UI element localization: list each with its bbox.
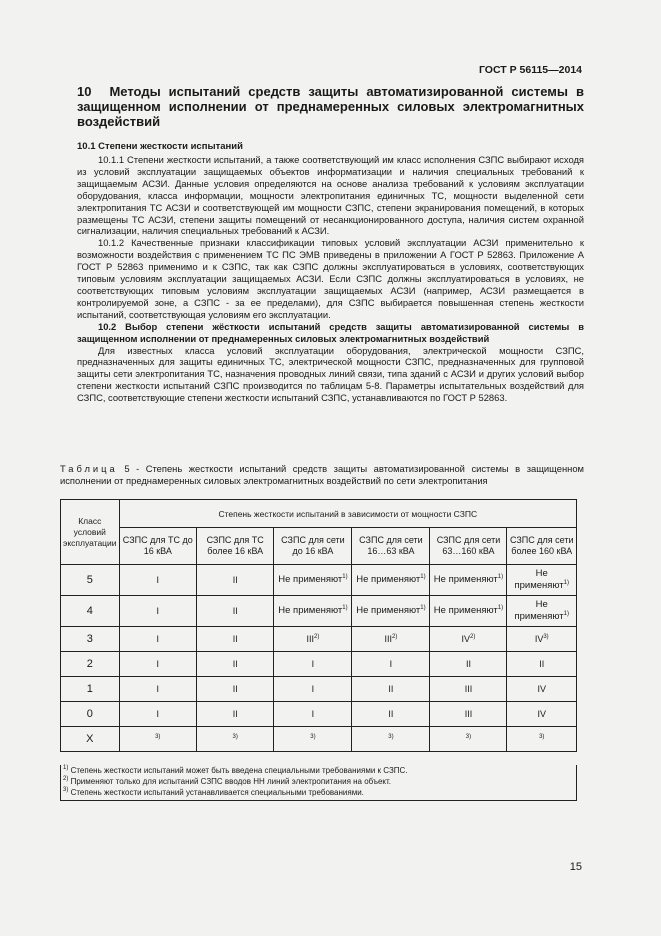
table-cell: [352, 596, 430, 627]
section-title: [77, 84, 584, 129]
table-cell: [352, 727, 430, 752]
table-cell: [430, 565, 507, 596]
cell-value: III: [384, 634, 393, 644]
page-number: 15: [569, 861, 582, 873]
not-applicable-text: Не применяют: [514, 599, 564, 622]
table-cell: [274, 596, 352, 627]
footnote-mark: 3): [543, 634, 549, 640]
footnote-mark: 1): [63, 765, 69, 771]
table-cell: [119, 727, 196, 752]
table-cell: [430, 596, 507, 627]
not-applicable-text: Не применяют: [278, 574, 343, 585]
table-cell: I: [119, 565, 196, 596]
table-cell: [352, 627, 430, 652]
table-cell: [507, 627, 577, 652]
table-cell: I: [352, 652, 430, 677]
section-number: 10: [77, 84, 92, 99]
footnote-text: Применяют только для испытаний СЗПС вводов НН линий электропитания на объект.: [70, 777, 392, 786]
footnote-mark: 3): [232, 734, 238, 740]
footnote-mark: 2): [392, 634, 398, 640]
footnote-mark: 2): [63, 776, 69, 782]
footnote-mark: 1): [420, 574, 426, 580]
table-cell: [507, 565, 577, 596]
footnote-mark: 3): [388, 734, 394, 740]
class-cell: 0: [61, 702, 120, 727]
table-5: [60, 499, 577, 752]
footnote-mark: 1): [497, 574, 504, 580]
footnote-mark: 2): [314, 634, 320, 640]
table-cell: I: [119, 702, 196, 727]
table-cell: IV: [507, 677, 577, 702]
footnote-mark: 3): [63, 787, 69, 793]
footnote-1: [63, 765, 576, 776]
paragraph-10-1-2: 10.1.2 Качественные признаки классификации типовых условий эксплуатации АСЗИ применительно к возможности воздействия с применением ТС ПС ЭМВ приведены в приложении А ГОСТ Р 52863. Приложение А ГОСТ Р 52863 применимо и к СЗПС, так как СЗПС должны эксплуатироваться в условиях, соответствующих типовым условиям эксплуатации защищаемых АСЗИ. Если СЗПС должны эксплуатироваться в условиях, не соответствующих типовым условиям эксплуатации защищаемых АСЗИ (например, АСЗИ размещается в контролируемой зоне, а СЗПС - за ее пределами), для СЗПС выбирается повышенная степень жесткости испытаний, соответствующая условиям его эксплуатации.: [77, 237, 584, 320]
table-caption-text: 5 - Степень жесткости испытаний средств защиты автоматизированной системы в защищенном исполнении от преднамеренных силовых электромагнитных воздействий по сети электропитания: [60, 463, 584, 486]
table-row: [61, 677, 577, 702]
paragraph-10-1-1: 10.1.1 Степени жесткости испытаний, а также соответствующий им класс исполнения СЗПС выбирают исходя из условий эксплуатации защищаемых объектов информатизации и наличия специальных требований к защищаемым АСЗИ. Данные условия определяются на основе анализа требований к условиям эксплуатации оборудования, класса информации, мощности электропитания единичных ТС, мощности выделенной сети электропитания ТС АСЗИ и соответствующей им мощности СЗПС, степени экранирования помещений, в которых размещены ТС АСЗИ, степени защиты помещений от несанкционированного доступа, наличия систем охранной сигнализации, наличия специальных требований к АСЗИ.: [77, 154, 584, 237]
footnote-mark: 1): [563, 580, 570, 586]
footnote-mark: 1): [342, 605, 348, 611]
class-cell: 3: [61, 627, 120, 652]
footnote-mark: 3): [310, 734, 316, 740]
table-row: [61, 727, 577, 752]
table-cell: [274, 727, 352, 752]
footnote-text: Степень жесткости испытаний может быть введена специальными требованиями к СЗПС.: [70, 766, 408, 775]
table-cell: II: [196, 652, 273, 677]
subsection-10-1-title: 10.1 Степени жесткости испытаний: [77, 141, 243, 152]
table-cell: II: [196, 565, 273, 596]
body-block-1: [77, 154, 584, 404]
column-header: СЗПС для ТС более 16 кВА: [196, 528, 273, 565]
table-cell: II: [196, 677, 273, 702]
class-cell: 2: [61, 652, 120, 677]
table-cell: I: [119, 677, 196, 702]
table-cell: [430, 727, 507, 752]
footnote-3: [63, 787, 576, 798]
table-cell: I: [119, 596, 196, 627]
table-cell: I: [274, 677, 352, 702]
table-footnotes: [60, 765, 577, 801]
not-applicable-text: Не применяют: [356, 574, 421, 585]
class-header: Класс условий эксплуатации: [61, 500, 120, 565]
not-applicable-text: Не применяют: [278, 605, 343, 616]
footnote-mark: 1): [342, 574, 348, 580]
table-row: [61, 565, 577, 596]
footnote-mark: 1): [420, 605, 426, 611]
table-cell: II: [196, 627, 273, 652]
table-cell: [430, 627, 507, 652]
table-row: [61, 702, 577, 727]
not-applicable-text: Не применяют: [514, 568, 564, 591]
footnote-mark: 1): [497, 605, 504, 611]
class-cell: X: [61, 727, 120, 752]
subsection-10-2-title: 10.2 Выбор степени жёсткости испытаний средств защиты автоматизированной системы в защищенном исполнении от преднамеренных силовых электромагнитных воздействий: [77, 320, 584, 344]
table-row: [61, 596, 577, 627]
column-header: СЗПС для сети до 16 кВА: [274, 528, 352, 565]
table-row: [61, 652, 577, 677]
not-applicable-text: Не применяют: [356, 605, 421, 616]
cell-value: IV: [461, 634, 471, 644]
footnote-mark: 3): [155, 734, 161, 740]
table-cell: II: [196, 702, 273, 727]
table-cell: III: [430, 677, 507, 702]
table-row: [61, 627, 577, 652]
footnote-2: [63, 776, 576, 787]
table-cell: III: [430, 702, 507, 727]
table-cell: [196, 727, 273, 752]
column-header: СЗПС для сети более 160 кВА: [507, 528, 577, 565]
cell-value: IV: [534, 634, 544, 644]
table-cell: [507, 727, 577, 752]
not-applicable-text: Не применяют: [433, 574, 498, 585]
table-cell: II: [196, 596, 273, 627]
table-cell: [274, 627, 352, 652]
not-applicable-text: Не применяют: [433, 605, 498, 616]
footnote-mark: 2): [470, 634, 476, 640]
table-cell: I: [119, 652, 196, 677]
table-cell: I: [119, 627, 196, 652]
standard-header: ГОСТ Р 56115—2014: [478, 64, 582, 76]
class-cell: 5: [61, 565, 120, 596]
table-cell: II: [507, 652, 577, 677]
column-header: СЗПС для сети 16…63 кВА: [352, 528, 430, 565]
table-cell: [274, 565, 352, 596]
paragraph-10-2: Для известных класса условий эксплуатации оборудования, электрической мощности СЗПС, предназначенных для защиты единичных ТС, электрической мощности СЗПС, предназначенных для групповой защиты сети электропитания ТС, назначения проводных линий связи, типа зданий с АСЗИ и других условий выбор степени жесткости испытаний СЗПС производится по таблицам 5-8. Параметры испытательных воздействий для СЗПС, соответствующие степени жесткости испытаний СЗПС, устанавливаются по ГОСТ Р 52863.: [77, 344, 584, 404]
table-cell: II: [352, 702, 430, 727]
table-cell: IV: [507, 702, 577, 727]
cell-value: III: [306, 634, 315, 644]
class-cell: 4: [61, 596, 120, 627]
footnote-mark: 3): [465, 734, 472, 740]
class-cell: 1: [61, 677, 120, 702]
footnote-mark: 1): [563, 611, 570, 617]
table-cell: [352, 565, 430, 596]
section-title-text: Методы испытаний средств защиты автоматизированной системы в защищенном исполнении от преднамеренных силовых электромагнитных воздействий: [77, 84, 584, 129]
footnote-text: Степень жесткости испытаний устанавливается специальными требованиями.: [70, 788, 364, 797]
group-header: Степень жесткости испытаний в зависимости от мощности СЗПС: [119, 500, 576, 528]
table-caption-label: Таблица: [60, 463, 118, 474]
column-header: СЗПС для ТС до 16 кВА: [119, 528, 196, 565]
table-cell: II: [352, 677, 430, 702]
table-cell: I: [274, 652, 352, 677]
table-cell: [507, 596, 577, 627]
table-caption: [60, 463, 584, 487]
table-cell: II: [430, 652, 507, 677]
table-cell: I: [274, 702, 352, 727]
column-header: СЗПС для сети 63…160 кВА: [430, 528, 507, 565]
footnote-mark: 3): [539, 734, 545, 740]
